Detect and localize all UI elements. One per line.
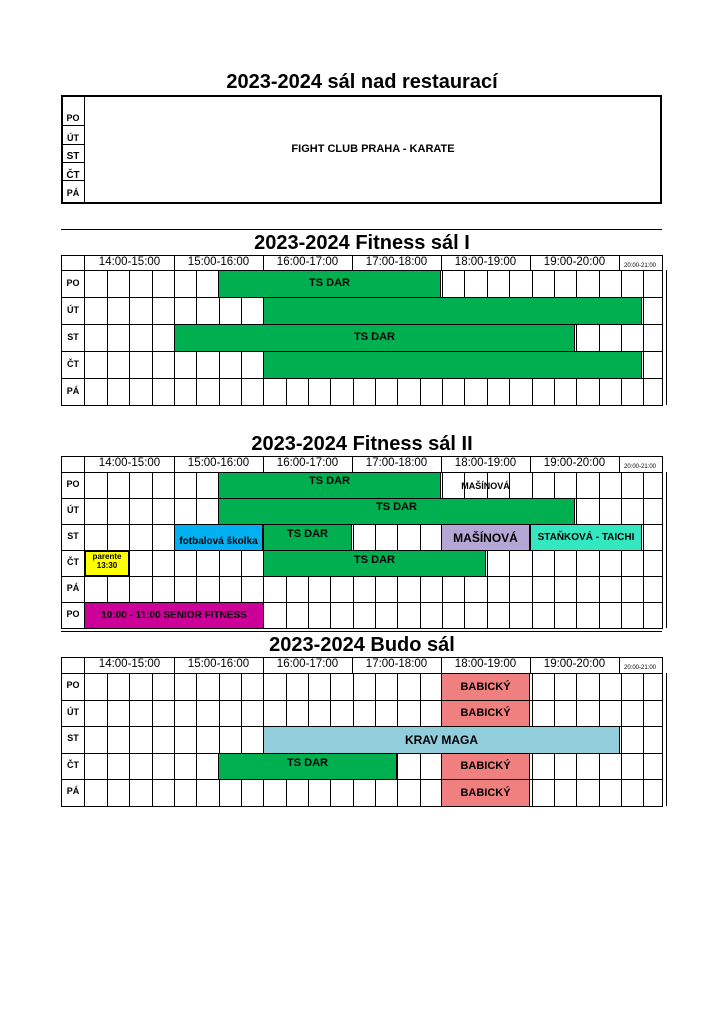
senior-fitness-block: 10:00 - 11:00 SENIOR FITNESS [85,603,263,628]
hour-header: 17:00-18:00 [365,658,428,670]
section4-title: 2023-2024 Budo sál [269,634,455,656]
grid-col-line [107,270,108,405]
grid-col-line [196,673,197,806]
grid-col-line [129,673,130,806]
hour-header: 18:00-19:00 [454,658,517,670]
grid-col-line [666,270,667,405]
grid-col-line [554,472,555,628]
hour-header: 15:00-16:00 [187,256,250,268]
grid-col-line [219,673,220,806]
hour-header: 15:00-16:00 [187,658,250,670]
parente-time: 13:30 [96,561,118,570]
hour-header: 14:00-15:00 [98,256,161,268]
section-divider [61,631,662,632]
day-label: PO [66,680,80,691]
hour-header: 19:00-20:00 [543,658,606,670]
grid-col-line [643,673,644,806]
hour-header: 16:00-17:00 [276,256,339,268]
hour-header: 14:00-15:00 [98,658,161,670]
hour-header: 19:00-20:00 [543,256,606,268]
schedule-block: MAŠÍNOVÁ [441,525,530,550]
grid-col-line [621,472,622,628]
section1-content: FIGHT CLUB PRAHA - KARATE [291,143,455,155]
schedule-block [263,298,642,324]
section1-title: 2023-2024 sál nad restaurací [226,71,498,93]
schedule-block: MAŠÍNOVÁ [461,480,510,491]
grid-col-line [666,673,667,806]
schedule-block [263,352,642,378]
day-label: PO [66,479,80,489]
hour-header: 18:00-19:00 [454,256,517,268]
schedule-block: TS DAR [174,325,575,351]
hour-header: 15:00-16:00 [187,457,250,469]
day-label: ST [66,151,80,162]
hour-header: 16:00-17:00 [276,457,339,469]
hour-header: 20:00-21:00 [623,263,657,269]
grid-col-line [152,270,153,405]
section3-title: 2023-2024 Fitness sál II [251,433,473,455]
schedule-block: TS DAR [263,525,352,550]
grid-col-line [643,472,644,628]
grid-col-line [666,472,667,628]
day-label: PO [66,113,80,123]
day-label: ÚT [67,133,79,143]
grid-col-line [599,472,600,628]
day-label: PO [66,277,80,288]
schedule-block: TS DAR [218,473,441,498]
hour-header: 19:00-20:00 [543,457,606,469]
schedule-block: fotbalová školka [174,525,263,550]
grid-col-line [576,270,577,405]
schedule-block: TS DAR [218,754,397,780]
schedule-block: BABICKÝ [441,701,530,727]
day-label: ÚT [67,706,79,717]
day-row-line [62,162,84,163]
grid-col-line [621,270,622,405]
day-label: ST [67,733,79,744]
grid-col-line [599,270,600,405]
hour-header: 14:00-15:00 [98,457,161,469]
parente-block [85,551,129,576]
day-label: ST [67,331,79,342]
schedule-block: TS DAR [263,551,486,576]
schedule-block: KRAV MAGA [263,727,620,753]
grid-col-line [174,673,175,806]
parente-label: parente [92,552,122,561]
day-label: ÚT [67,505,79,515]
day-row-line [62,125,84,126]
day-label: ST [67,531,79,541]
day-divider [84,255,85,405]
day-label: ČT [67,358,79,369]
day-label: ČT [67,759,79,770]
day-row-line [62,144,84,145]
grid-col-line [643,270,644,405]
hour-header: 20:00-21:00 [623,464,657,470]
schedule-block: BABICKÝ [441,780,530,806]
schedule-block: BABICKÝ [441,754,530,780]
day-label: ČT [67,557,79,567]
grid-col-line [152,673,153,806]
grid-col-line [241,673,242,806]
grid-col-line [621,673,622,806]
section2-title: 2023-2024 Fitness sál I [254,232,470,254]
day-label: PÁ [66,188,80,198]
schedule-block: TS DAR [218,271,441,297]
schedule-block: BABICKÝ [441,674,530,700]
day-label: PÁ [66,385,80,396]
day-label: PÁ [66,786,80,797]
day-divider [84,657,85,806]
day-label: ČT [66,170,80,181]
grid-col-line [107,673,108,806]
hour-header: 20:00-21:00 [623,665,657,671]
section-divider [61,229,662,230]
grid-col-line [532,472,533,628]
hour-header: 17:00-18:00 [365,256,428,268]
hour-header: 18:00-19:00 [454,457,517,469]
hour-header: 17:00-18:00 [365,457,428,469]
day-label: PÁ [66,583,80,593]
grid-col-line [576,472,577,628]
day-label: ÚT [67,304,79,315]
schedule-block: STAŇKOVÁ - TAICHI [530,525,642,550]
schedule-block: TS DAR [218,499,575,524]
day-label: PO [66,609,80,619]
hour-header: 16:00-17:00 [276,658,339,670]
grid-col-line [129,270,130,405]
